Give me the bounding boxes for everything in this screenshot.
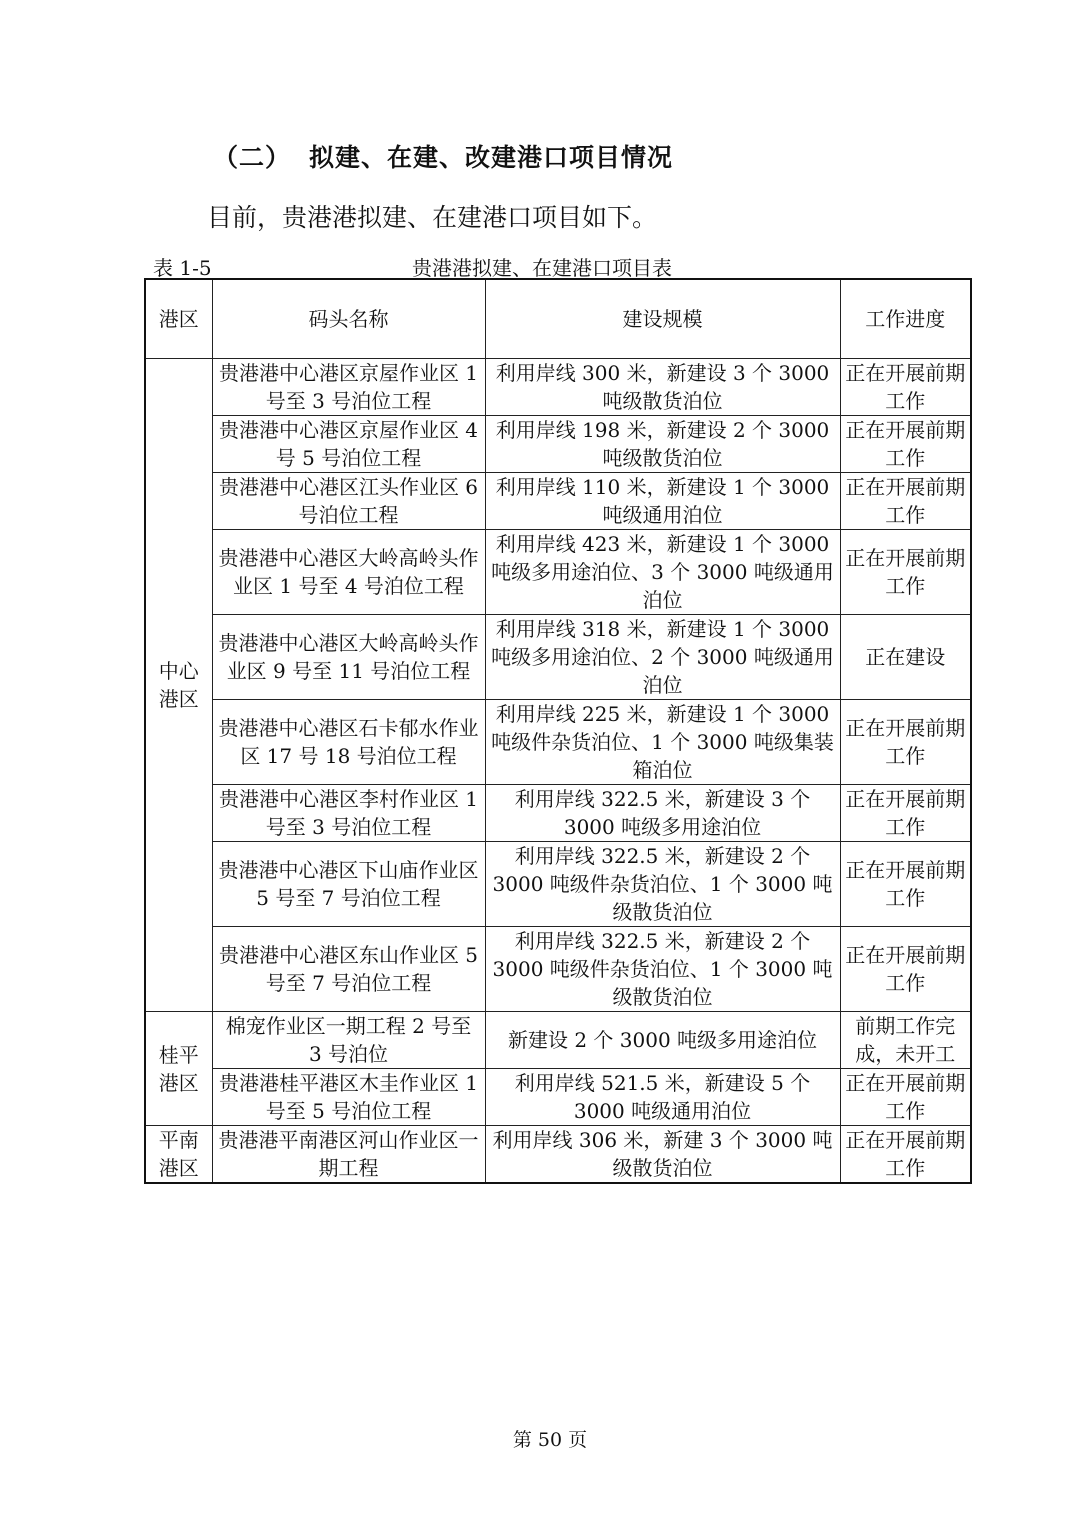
progress-cell: 正在开展前期工作 xyxy=(840,842,971,927)
section-number: （二） xyxy=(213,143,292,172)
progress-cell: 正在开展前期工作 xyxy=(840,1069,971,1126)
projects-table xyxy=(144,278,972,1184)
header-progress: 工作进度 xyxy=(840,279,971,359)
wharf-name-cell: 贵港港中心港区东山作业区 5 号至 7 号泊位工程 xyxy=(212,927,485,1012)
progress-cell: 正在开展前期工作 xyxy=(840,927,971,1012)
table-row xyxy=(145,615,971,700)
progress-cell: 正在开展前期工作 xyxy=(840,1126,971,1184)
header-area: 港区 xyxy=(145,279,212,359)
table-row xyxy=(145,473,971,530)
table-row xyxy=(145,416,971,473)
progress-cell: 正在建设 xyxy=(840,615,971,700)
table-row xyxy=(145,842,971,927)
table-row xyxy=(145,700,971,785)
table-header-row xyxy=(145,279,971,359)
table-row xyxy=(145,927,971,1012)
wharf-name-cell: 贵港港中心港区大岭高岭头作业区 1 号至 4 号泊位工程 xyxy=(212,530,485,615)
scale-cell: 利用岸线 300 米，新建设 3 个 3000 吨级散货泊位 xyxy=(485,359,840,416)
table-row xyxy=(145,1126,971,1184)
section-title: 拟建、在建、改建港口项目情况 xyxy=(309,143,674,172)
scale-cell: 利用岸线 198 米，新建设 2 个 3000 吨级散货泊位 xyxy=(485,416,840,473)
wharf-name-cell: 贵港港中心港区大岭高岭头作业区 9 号至 11 号泊位工程 xyxy=(212,615,485,700)
section-heading xyxy=(213,138,673,174)
area-cell: 平南港区 xyxy=(145,1126,212,1184)
wharf-name-cell: 贵港港中心港区江头作业区 6 号泊位工程 xyxy=(212,473,485,530)
progress-cell: 正在开展前期工作 xyxy=(840,700,971,785)
intro-paragraph: 目前，贵港港拟建、在建港口项目如下。 xyxy=(207,203,658,232)
table-label: 表 1-5 xyxy=(153,256,212,280)
progress-cell: 正在开展前期工作 xyxy=(840,530,971,615)
scale-cell: 利用岸线 423 米，新建设 1 个 3000 吨级多用途泊位、3 个 3000 吨级通用泊位 xyxy=(485,530,840,615)
table-row xyxy=(145,1012,971,1069)
table-row xyxy=(145,1069,971,1126)
wharf-name-cell: 贵港港中心港区李村作业区 1 号至 3 号泊位工程 xyxy=(212,785,485,842)
scale-cell: 利用岸线 322.5 米，新建设 3 个 3000 吨级多用途泊位 xyxy=(485,785,840,842)
scale-cell: 利用岸线 322.5 米，新建设 2 个 3000 吨级件杂货泊位、1 个 3000 吨级散货泊位 xyxy=(485,927,840,1012)
scale-cell: 利用岸线 318 米，新建设 1 个 3000 吨级多用途泊位、2 个 3000 吨级通用泊位 xyxy=(485,615,840,700)
scale-cell: 利用岸线 306 米，新建 3 个 3000 吨级散货泊位 xyxy=(485,1126,840,1184)
scale-cell: 利用岸线 322.5 米，新建设 2 个 3000 吨级件杂货泊位、1 个 3000 吨级散货泊位 xyxy=(485,842,840,927)
area-cell: 桂平港区 xyxy=(145,1012,212,1126)
wharf-name-cell: 贵港港平南港区河山作业区一期工程 xyxy=(212,1126,485,1184)
wharf-name-cell: 贵港港中心港区京屋作业区 4 号 5 号泊位工程 xyxy=(212,416,485,473)
scale-cell: 新建设 2 个 3000 吨级多用途泊位 xyxy=(485,1012,840,1069)
table-caption: 贵港港拟建、在建港口项目表 xyxy=(412,256,672,280)
header-wharf-name: 码头名称 xyxy=(212,279,485,359)
header-scale: 建设规模 xyxy=(485,279,840,359)
table-row xyxy=(145,359,971,416)
wharf-name-cell: 棉宠作业区一期工程 2 号至 3 号泊位 xyxy=(212,1012,485,1069)
scale-cell: 利用岸线 225 米，新建设 1 个 3000 吨级件杂货泊位、1 个 3000 吨级集装箱泊位 xyxy=(485,700,840,785)
wharf-name-cell: 贵港港桂平港区木圭作业区 1 号至 5 号泊位工程 xyxy=(212,1069,485,1126)
progress-cell: 正在开展前期工作 xyxy=(840,473,971,530)
table-row xyxy=(145,530,971,615)
scale-cell: 利用岸线 521.5 米，新建设 5 个 3000 吨级通用泊位 xyxy=(485,1069,840,1126)
scale-cell: 利用岸线 110 米，新建设 1 个 3000 吨级通用泊位 xyxy=(485,473,840,530)
progress-cell: 前期工作完成，未开工 xyxy=(840,1012,971,1069)
area-cell: 中心港区 xyxy=(145,359,212,1012)
page-number: 第 50 页 xyxy=(512,1429,588,1451)
progress-cell: 正在开展前期工作 xyxy=(840,359,971,416)
wharf-name-cell: 贵港港中心港区下山庙作业区 5 号至 7 号泊位工程 xyxy=(212,842,485,927)
wharf-name-cell: 贵港港中心港区京屋作业区 1 号至 3 号泊位工程 xyxy=(212,359,485,416)
wharf-name-cell: 贵港港中心港区石卡郁水作业区 17 号 18 号泊位工程 xyxy=(212,700,485,785)
progress-cell: 正在开展前期工作 xyxy=(840,785,971,842)
progress-cell: 正在开展前期工作 xyxy=(840,416,971,473)
table-row xyxy=(145,785,971,842)
